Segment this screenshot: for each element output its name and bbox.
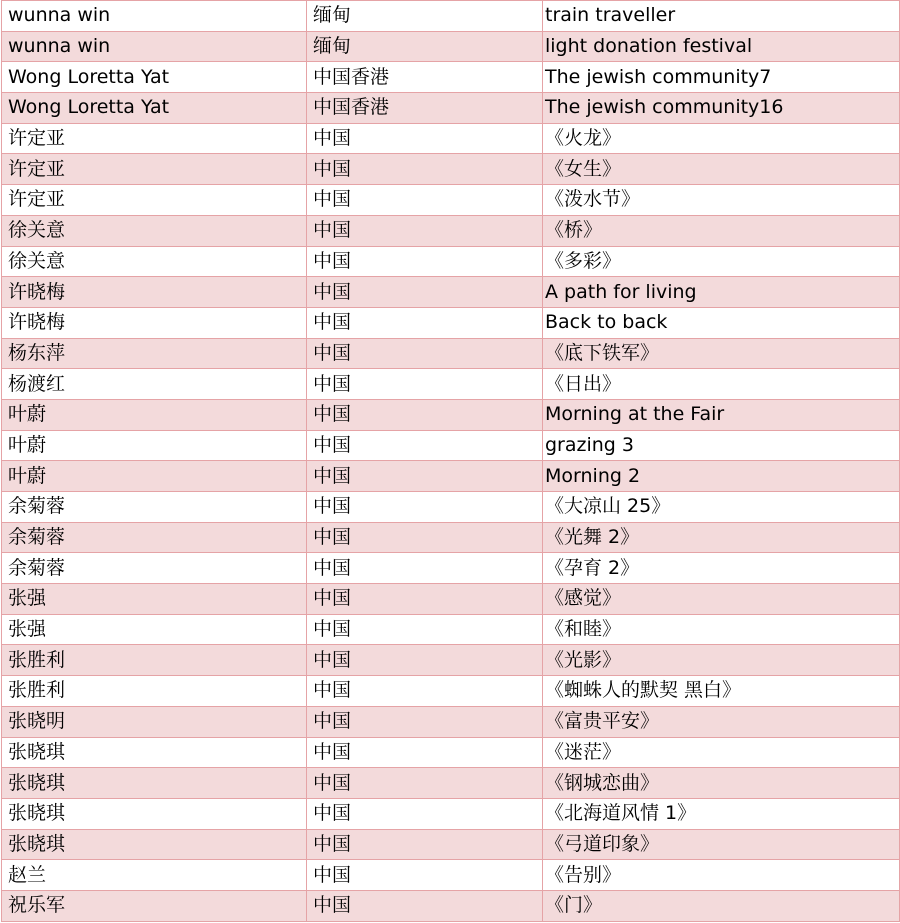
region-cell: 缅甸: [307, 1, 543, 32]
name-cell: 张晓琪: [2, 768, 307, 799]
name-cell: 许定亚: [2, 123, 307, 154]
region-cell: 中国: [307, 645, 543, 676]
title-cell: grazing 3: [543, 430, 900, 461]
table-row: [2, 492, 900, 523]
region-cell: 中国: [307, 461, 543, 492]
region-cell: 中国: [307, 277, 543, 308]
region-cell: 中国: [307, 860, 543, 891]
region-cell: 中国: [307, 553, 543, 584]
region-cell: 中国: [307, 185, 543, 216]
title-cell: 《告别》: [543, 860, 900, 891]
table-row: [2, 737, 900, 768]
region-cell: 中国: [307, 890, 543, 921]
name-cell: 余菊蓉: [2, 492, 307, 523]
name-cell: 张强: [2, 584, 307, 615]
name-cell: 张强: [2, 614, 307, 645]
table-row: [2, 31, 900, 62]
region-cell: 中国: [307, 215, 543, 246]
table-row: [2, 369, 900, 400]
name-cell: 张晓琪: [2, 798, 307, 829]
title-cell: 《大凉山 25》: [543, 492, 900, 523]
table-row: [2, 307, 900, 338]
name-cell: 余菊蓉: [2, 522, 307, 553]
table-row: [2, 62, 900, 93]
table-row: [2, 93, 900, 124]
title-cell: 《孕育 2》: [543, 553, 900, 584]
title-cell: 《泼水节》: [543, 185, 900, 216]
table-row: [2, 215, 900, 246]
table-row: [2, 829, 900, 860]
name-cell: 叶蔚: [2, 461, 307, 492]
table-row: [2, 553, 900, 584]
table-row: [2, 123, 900, 154]
title-cell: A path for living: [543, 277, 900, 308]
region-cell: 中国: [307, 123, 543, 154]
name-cell: 张晓明: [2, 706, 307, 737]
title-cell: 《底下铁军》: [543, 338, 900, 369]
title-cell: 《北海道风情 1》: [543, 798, 900, 829]
region-cell: 中国: [307, 614, 543, 645]
region-cell: 中国: [307, 492, 543, 523]
title-cell: 《多彩》: [543, 246, 900, 277]
title-cell: Morning at the Fair: [543, 399, 900, 430]
title-cell: The jewish community16: [543, 93, 900, 124]
region-cell: 缅甸: [307, 31, 543, 62]
name-cell: 余菊蓉: [2, 553, 307, 584]
title-cell: 《蜘蛛人的默契 黑白》: [543, 676, 900, 707]
region-cell: 中国: [307, 737, 543, 768]
name-cell: 张胜利: [2, 676, 307, 707]
table-row: [2, 676, 900, 707]
name-cell: wunna win: [2, 31, 307, 62]
name-cell: 许定亚: [2, 185, 307, 216]
region-cell: 中国: [307, 154, 543, 185]
table-row: [2, 338, 900, 369]
region-cell: 中国: [307, 307, 543, 338]
name-cell: 祝乐军: [2, 890, 307, 921]
name-cell: 张晓琪: [2, 737, 307, 768]
name-cell: wunna win: [2, 1, 307, 32]
name-cell: 杨渡红: [2, 369, 307, 400]
name-cell: 叶蔚: [2, 399, 307, 430]
table-row: [2, 768, 900, 799]
title-cell: 《女生》: [543, 154, 900, 185]
table-row: [2, 399, 900, 430]
name-cell: 许晓梅: [2, 277, 307, 308]
title-cell: 《和睦》: [543, 614, 900, 645]
name-cell: 徐关意: [2, 246, 307, 277]
table-row: [2, 522, 900, 553]
title-cell: 《感觉》: [543, 584, 900, 615]
name-cell: 赵兰: [2, 860, 307, 891]
entries-table-body: [2, 1, 900, 922]
name-cell: 张晓琪: [2, 829, 307, 860]
table-row: [2, 277, 900, 308]
name-cell: Wong Loretta Yat: [2, 62, 307, 93]
title-cell: 《火龙》: [543, 123, 900, 154]
region-cell: 中国: [307, 584, 543, 615]
table-row: [2, 430, 900, 461]
region-cell: 中国香港: [307, 93, 543, 124]
name-cell: 杨东萍: [2, 338, 307, 369]
region-cell: 中国: [307, 369, 543, 400]
title-cell: 《光舞 2》: [543, 522, 900, 553]
title-cell: Morning 2: [543, 461, 900, 492]
region-cell: 中国香港: [307, 62, 543, 93]
region-cell: 中国: [307, 430, 543, 461]
table-row: [2, 706, 900, 737]
table-row: [2, 461, 900, 492]
title-cell: 《桥》: [543, 215, 900, 246]
table-row: [2, 246, 900, 277]
title-cell: The jewish community7: [543, 62, 900, 93]
entries-table: [1, 0, 900, 922]
name-cell: 许晓梅: [2, 307, 307, 338]
title-cell: 《弓道印象》: [543, 829, 900, 860]
region-cell: 中国: [307, 676, 543, 707]
table-row: [2, 584, 900, 615]
table-row: [2, 185, 900, 216]
title-cell: 《门》: [543, 890, 900, 921]
title-cell: 《光影》: [543, 645, 900, 676]
region-cell: 中国: [307, 338, 543, 369]
table-row: [2, 1, 900, 32]
title-cell: train traveller: [543, 1, 900, 32]
region-cell: 中国: [307, 706, 543, 737]
region-cell: 中国: [307, 768, 543, 799]
region-cell: 中国: [307, 246, 543, 277]
title-cell: Back to back: [543, 307, 900, 338]
region-cell: 中国: [307, 829, 543, 860]
table-row: [2, 614, 900, 645]
table-row: [2, 645, 900, 676]
region-cell: 中国: [307, 522, 543, 553]
table-row: [2, 860, 900, 891]
title-cell: light donation festival: [543, 31, 900, 62]
name-cell: 徐关意: [2, 215, 307, 246]
table-row: [2, 890, 900, 921]
title-cell: 《富贵平安》: [543, 706, 900, 737]
region-cell: 中国: [307, 798, 543, 829]
title-cell: 《迷茫》: [543, 737, 900, 768]
title-cell: 《钢城恋曲》: [543, 768, 900, 799]
name-cell: Wong Loretta Yat: [2, 93, 307, 124]
name-cell: 叶蔚: [2, 430, 307, 461]
name-cell: 张胜利: [2, 645, 307, 676]
table-row: [2, 154, 900, 185]
table-row: [2, 798, 900, 829]
region-cell: 中国: [307, 399, 543, 430]
name-cell: 许定亚: [2, 154, 307, 185]
title-cell: 《日出》: [543, 369, 900, 400]
